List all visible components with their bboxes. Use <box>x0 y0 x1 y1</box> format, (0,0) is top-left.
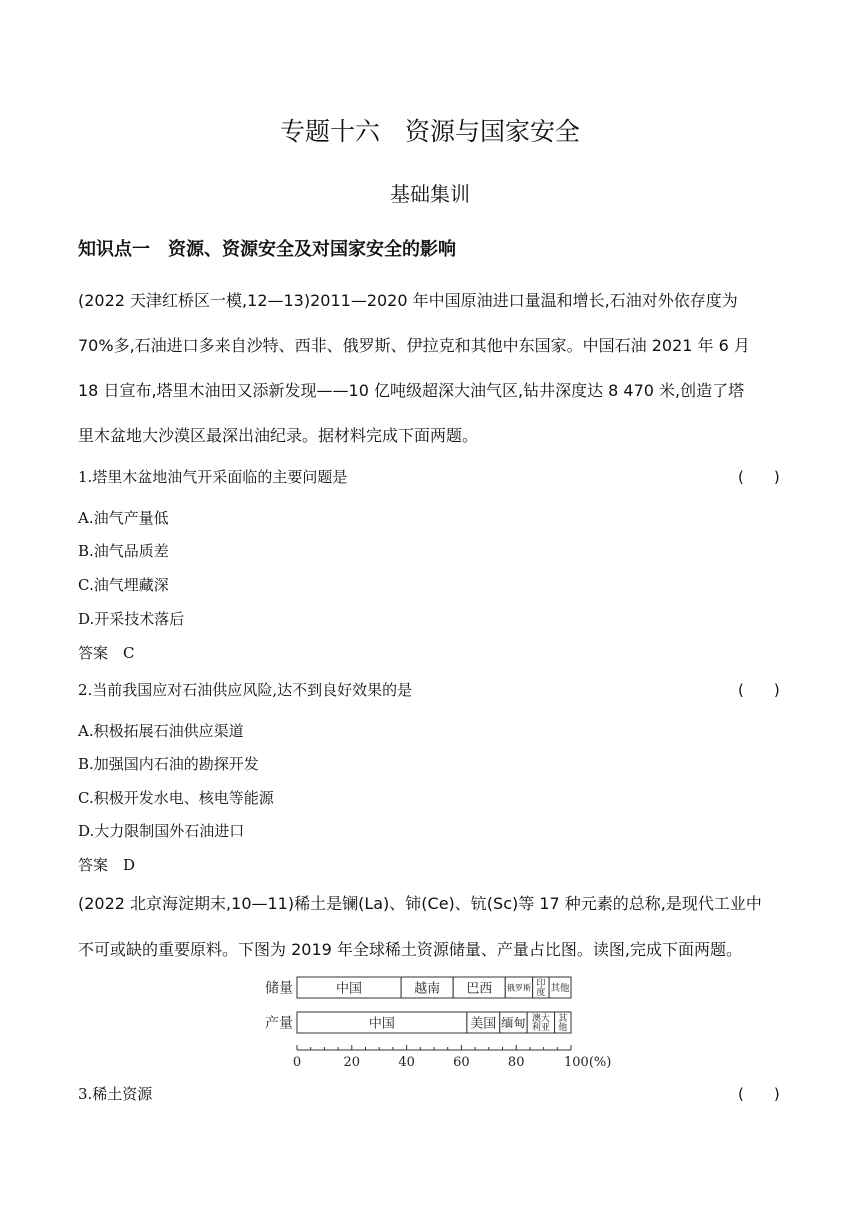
page-title: 专题十六 资源与国家安全 <box>279 117 580 146</box>
passage1-line: 18 日宣布,塔里木油田又添新发现——10 亿吨级超深大油气区,钻井深度达 8 470 米,创造了塔 <box>78 381 745 400</box>
q2-option-c: C.积极开发水电、核电等能源 <box>78 789 274 807</box>
answer-bracket: ( ) <box>738 468 780 486</box>
question-1-stem: 1.塔里木盆地油气开采面临的主要问题是 <box>78 468 348 486</box>
passage2-line: 不可或缺的重要原料。下图为 2019 年全球稀土资源储量、产量占比图。读图,完成下面两题。 <box>78 940 742 959</box>
segment-label: 俄罗斯 <box>506 982 532 993</box>
segment-label: 印度 <box>536 979 546 998</box>
x-tick-label: 80 <box>507 1055 525 1070</box>
page-subtitle: 基础集训 <box>390 182 470 206</box>
answer-bracket: ( ) <box>738 1085 780 1103</box>
section-heading: 知识点一 资源、资源安全及对国家安全的影响 <box>78 239 456 260</box>
q2-option-b: B.加强国内石油的勘探开发 <box>78 755 259 773</box>
q1-option-c: C.油气埋藏深 <box>78 576 169 594</box>
answer-bracket: ( ) <box>738 681 780 699</box>
passage2-line: (2022 北京海淀期末,10—11)稀土是镧(La)、铈(Ce)、钪(Sc)等 17 种元素的总称,是现代工业中 <box>78 894 762 913</box>
x-tick-label: 0 <box>292 1055 302 1070</box>
rare-earth-chart <box>255 970 615 1072</box>
x-tick-label: 100(%) <box>564 1055 612 1070</box>
x-tick-label: 40 <box>398 1055 415 1070</box>
row-label: 储量 <box>265 980 293 997</box>
segment-label: 巴西 <box>466 981 493 997</box>
row-label: 产量 <box>265 1015 293 1032</box>
x-tick-label: 60 <box>453 1055 470 1070</box>
q1-answer: 答案 C <box>78 644 135 662</box>
q1-option-a: A.油气产量低 <box>78 509 169 527</box>
segment-label: 越南 <box>414 981 441 997</box>
x-tick-label: 20 <box>343 1055 361 1070</box>
segment-label: 美国 <box>470 1016 497 1032</box>
q2-option-a: A.积极拓展石油供应渠道 <box>78 722 244 740</box>
q1-option-d: D.开采技术落后 <box>78 610 185 628</box>
q1-option-b: B.油气品质差 <box>78 542 169 560</box>
question-3-stem: 3.稀土资源 <box>78 1085 153 1103</box>
segment-label: 澳大利亚 <box>531 1014 550 1033</box>
passage1-line: 里木盆地大沙漠区最深出油纪录。据材料完成下面两题。 <box>78 426 479 445</box>
segment-label: 中国 <box>336 981 363 997</box>
q2-answer: 答案 D <box>78 856 136 874</box>
question-2-stem: 2.当前我国应对石油供应风险,达不到良好效果的是 <box>78 681 413 699</box>
segment-label: 中国 <box>368 1016 395 1032</box>
segment-label: 缅甸 <box>501 1016 526 1031</box>
q2-option-d: D.大力限制国外石油进口 <box>78 822 245 840</box>
passage1-line: 70%多,石油进口多来自沙特、西非、俄罗斯、伊拉克和其他中东国家。中国石油 2021 年 6 月 <box>78 336 750 355</box>
segment-label: 其他 <box>558 1014 568 1033</box>
passage1-line: (2022 天津红桥区一模,12—13)2011—2020 年中国原油进口量温和增长,石油对外依存度为 <box>78 291 738 310</box>
segment-label: 其他 <box>550 983 570 995</box>
